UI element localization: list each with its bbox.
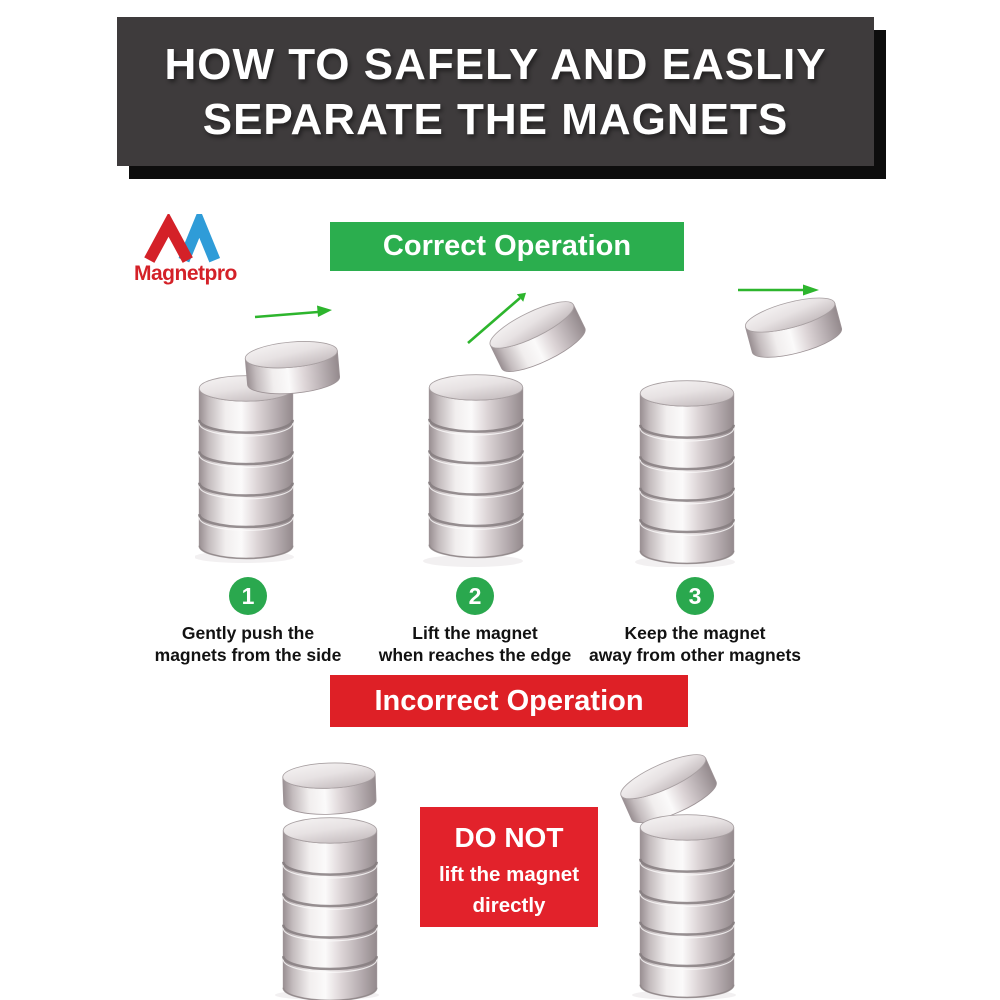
warning-line3: directly — [472, 894, 546, 917]
step-1-badge — [229, 577, 267, 615]
incorrect-lift-illustration — [265, 755, 405, 1000]
correct-operation-banner: Correct Operation — [330, 222, 684, 271]
brand-logo — [134, 214, 237, 286]
step-2 — [365, 577, 585, 666]
magnet-disc-separated — [742, 291, 845, 364]
warning-line2: lift the magnet — [438, 863, 580, 886]
step-3-caption-line1: Keep the magnet — [624, 623, 766, 643]
incorrect-snap-back-illustration — [605, 752, 765, 1000]
step-3 — [575, 577, 815, 666]
step-1-number: 1 — [241, 583, 255, 609]
incorrect-operation-banner: Incorrect Operation — [330, 675, 688, 727]
magnet-stack — [640, 381, 734, 564]
magnet-stack — [199, 376, 293, 559]
warning-line1: DO NOT — [454, 822, 564, 853]
correct-step-3-illustration — [635, 272, 865, 567]
correct-step-2-illustration — [420, 283, 630, 568]
header-title-line2: SEPARATE THE MAGNETS — [202, 95, 789, 144]
step-2-caption-line2: when reaches the edge — [378, 645, 572, 665]
step-3-caption-line2: away from other magnets — [589, 645, 801, 665]
step-3-number: 3 — [688, 583, 702, 609]
arrow-right-icon — [255, 306, 332, 318]
magnet-disc-pushed — [244, 338, 341, 397]
magnet-disc-lifted-directly — [282, 761, 376, 815]
arrow-right-icon — [738, 285, 819, 296]
step-2-caption-line1: Lift the magnet — [412, 623, 538, 643]
step-2-badge — [456, 577, 494, 615]
magnetpro-m-icon — [142, 214, 222, 264]
header-title-line1: HOW TO SAFELY AND EASLIY — [164, 40, 827, 89]
step-1 — [138, 577, 358, 666]
step-2-number: 2 — [468, 583, 482, 609]
step-3-badge — [676, 577, 714, 615]
magnet-disc-lifted — [485, 293, 591, 380]
step-1-caption-line1: Gently push the — [181, 623, 315, 643]
brand-name: Magnetpro — [134, 262, 237, 285]
magnet-stack — [283, 818, 377, 1000]
logo-m-red-stroke — [149, 225, 187, 261]
step-1-caption-line2: magnets from the side — [154, 645, 342, 665]
magnet-stack — [429, 375, 523, 558]
correct-step-1-illustration — [195, 295, 395, 565]
header-banner — [117, 17, 874, 166]
magnet-stack — [640, 815, 734, 998]
do-not-warning-box — [420, 807, 598, 927]
